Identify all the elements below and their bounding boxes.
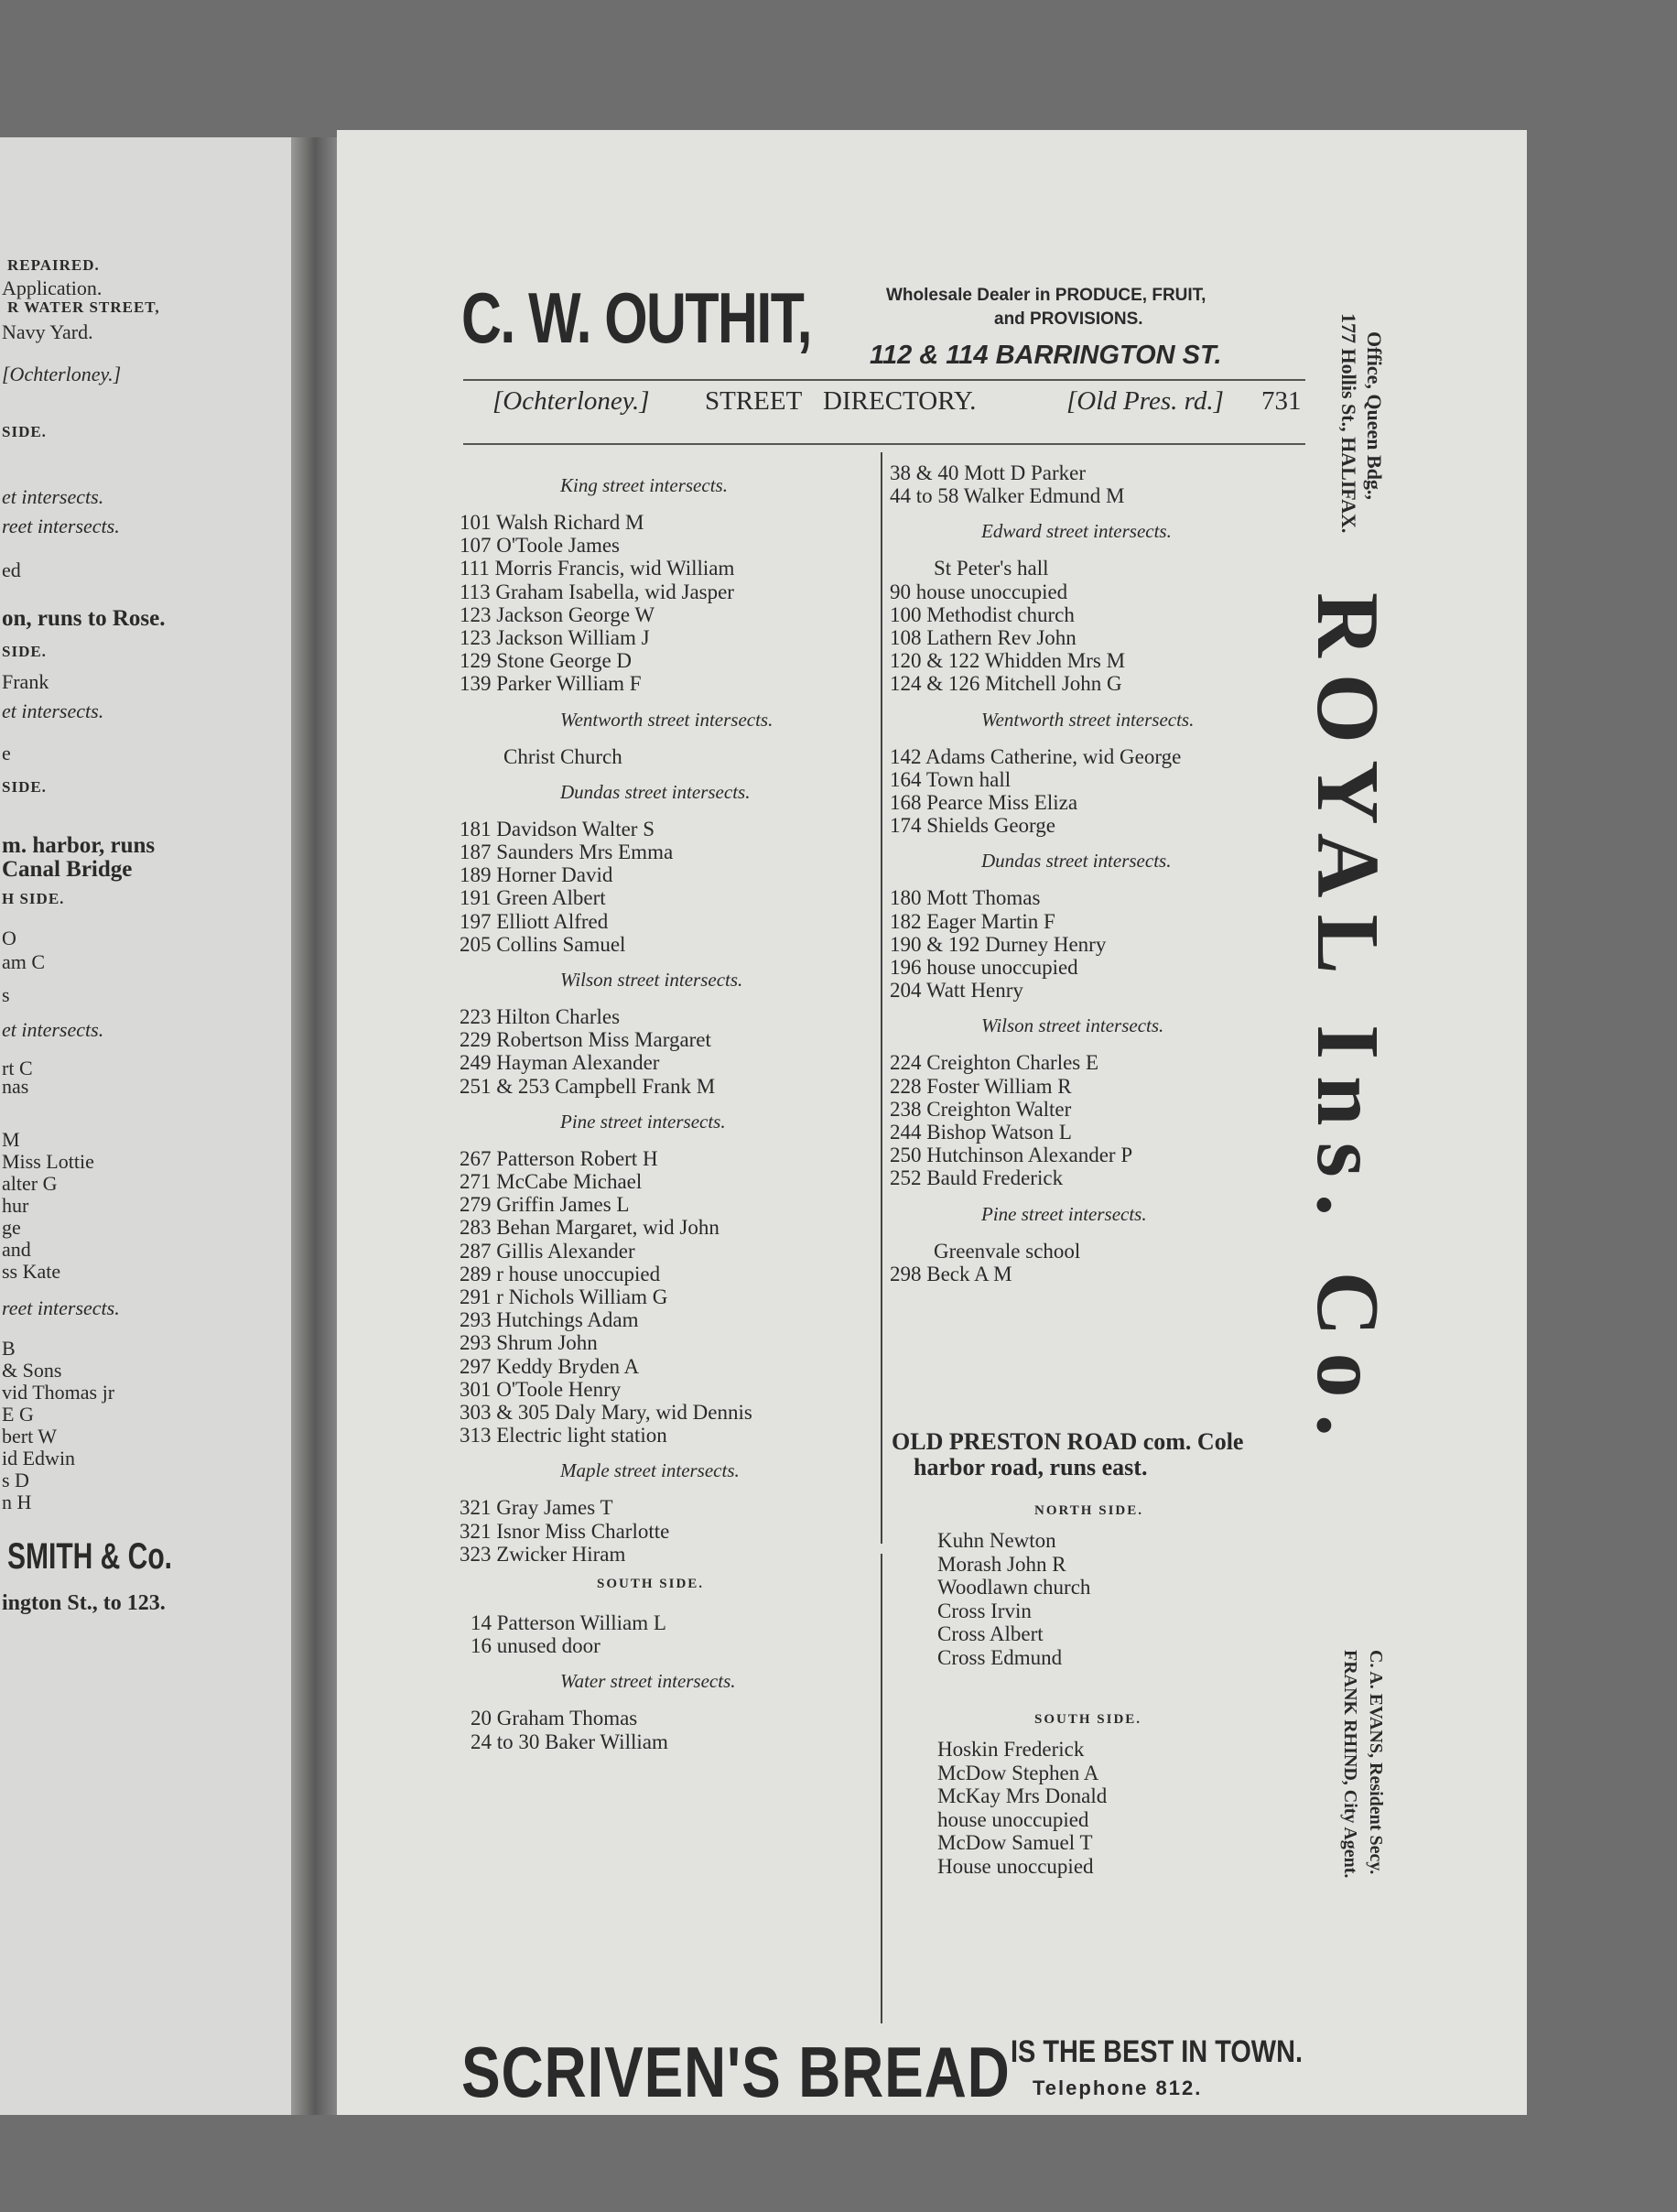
ad-royal-name: ROYAL Ins. Co. [1298, 592, 1397, 1454]
directory-entry: 249 Hayman Alexander [460, 1051, 660, 1075]
directory-entry: 124 & 126 Mitchell John G [890, 672, 1122, 696]
facing-page-fragment: Application. [2, 276, 103, 299]
directory-entry: 298 Beck A M [890, 1262, 1012, 1285]
directory-entry: 267 Patterson Robert H [460, 1146, 658, 1170]
directory-entry: 323 Zwicker Hiram [460, 1542, 626, 1566]
directory-entry: 301 O'Toole Henry [460, 1377, 622, 1401]
intersection-heading: Pine street intersects. [560, 1110, 726, 1133]
header-center: STREET DIRECTORY. [705, 386, 977, 416]
directory-entry: 287 Gillis Alexander [460, 1239, 635, 1263]
page-number: 731 [1261, 386, 1302, 416]
directory-entry: McDow Stephen A [937, 1761, 1099, 1784]
intersection-heading: Wilson street intersects. [560, 969, 743, 991]
directory-entry: 205 Collins Samuel [460, 932, 626, 956]
header-rule [463, 443, 1305, 445]
facing-page-fragment: reet intersects. [2, 1296, 120, 1319]
facing-page-fragment: Frank [2, 670, 49, 693]
directory-entry: 189 Horner David [460, 863, 613, 887]
facing-page-fragment: et intersects. [2, 485, 104, 508]
directory-entry: 38 & 40 Mott D Parker [890, 461, 1087, 484]
ad-royal-agent2: FRANK RHIND, City Agent. [1340, 1650, 1360, 1879]
directory-entry: 190 & 192 Durney Henry [890, 932, 1107, 956]
directory-entry: 196 house unoccupied [890, 956, 1078, 979]
ad-outhit-address: 112 & 114 BARRINGTON ST. [870, 341, 1222, 370]
old-preston-title2: harbor road, runs east. [914, 1454, 1148, 1480]
facing-page-fragment: id Edwin [2, 1447, 76, 1469]
header-left: [Ochterloney.] [492, 386, 650, 416]
facing-page-fragment: [Ochterloney.] [2, 363, 122, 385]
column-divider-lower [881, 1554, 882, 2023]
directory-entry: St Peter's hall [934, 557, 1049, 580]
facing-page-fragment: Navy Yard. [2, 320, 93, 343]
facing-page-fragment: hur [2, 1194, 29, 1217]
directory-entry: 187 Saunders Mrs Emma [460, 840, 674, 863]
directory-entry: house unoccupied [937, 1807, 1089, 1831]
facing-page-fragment: SIDE. [2, 423, 47, 440]
directory-entry: Morash John R [937, 1552, 1066, 1576]
facing-page-fragment: SIDE. [2, 778, 47, 796]
facing-page-fragment: O [2, 927, 16, 949]
directory-entry: Hoskin Frederick [937, 1738, 1085, 1761]
directory-entry: 271 McCabe Michael [460, 1170, 643, 1193]
directory-entry: 181 Davidson Walter S [460, 817, 655, 840]
north-side-label: NORTH SIDE. [1034, 1503, 1143, 1518]
south-side-label: SOUTH SIDE. [597, 1577, 705, 1591]
directory-entry: Christ Church [503, 744, 622, 768]
directory-entry: House unoccupied [937, 1854, 1094, 1878]
directory-entry: 251 & 253 Campbell Frank M [460, 1074, 716, 1098]
directory-entry: 24 to 30 Baker William [471, 1729, 668, 1753]
facing-page-fragment: alter G [2, 1172, 58, 1195]
ad-scriven-telephone: Telephone 812. [1033, 2076, 1203, 2099]
directory-entry: 293 Shrum John [460, 1331, 598, 1355]
intersection-heading: Maple street intersects. [560, 1459, 740, 1482]
facing-page-fragment: s [2, 983, 10, 1006]
facing-page-fragment: H SIDE. [2, 890, 65, 907]
directory-entry: 321 Gray James T [460, 1496, 613, 1520]
facing-page-fragment: M [2, 1128, 20, 1151]
directory-entry: 107 O'Toole James [460, 534, 621, 558]
left-column [460, 461, 862, 2018]
directory-entry: 120 & 122 Whidden Mrs M [890, 649, 1126, 673]
directory-entry: 279 Griffin James L [460, 1193, 630, 1217]
directory-entry: Cross Irvin [937, 1599, 1032, 1622]
intersection-heading: Pine street intersects. [981, 1202, 1147, 1225]
ad-royal-address: 177 Hollis St., HALIFAX. [1337, 313, 1360, 534]
facing-page-fragment: B [2, 1337, 16, 1360]
directory-entry: 108 Lathern Rev John [890, 626, 1077, 649]
directory-entry: 223 Hilton Charles [460, 1005, 621, 1028]
facing-page-fragment: ed [2, 558, 21, 581]
facing-page-fragment: Canal Bridge [2, 857, 133, 882]
facing-page-fragment: and [2, 1238, 31, 1261]
intersection-heading: Wentworth street intersects. [560, 708, 774, 731]
ad-royal-office: Office, Queen Bdg., [1363, 331, 1386, 500]
intersection-heading: Edward street intersects. [981, 520, 1172, 543]
directory-entry: 228 Foster William R [890, 1074, 1072, 1098]
facing-page-fragment: et intersects. [2, 699, 104, 722]
directory-entry: 44 to 58 Walker Edmund M [890, 484, 1125, 508]
facing-page-fragment: R WATER STREET, [7, 298, 160, 316]
directory-entry: Kuhn Newton [937, 1529, 1056, 1552]
facing-page-fragment: ge [2, 1216, 21, 1239]
directory-entry: 123 Jackson William J [460, 626, 650, 649]
directory-entry: 90 house unoccupied [890, 580, 1068, 603]
column-divider [881, 452, 882, 1544]
facing-page-fragment: s D [2, 1469, 29, 1491]
ad-outhit-name: C. W. OUTHIT, [461, 277, 811, 358]
intersection-heading: Dundas street intersects. [981, 850, 1172, 873]
facing-page-fragment: REPAIRED. [7, 256, 100, 274]
directory-entry: 111 Morris Francis, wid William [460, 557, 735, 580]
facing-page-fragment: ss Kate [2, 1260, 61, 1283]
directory-entry: 20 Graham Thomas [471, 1707, 638, 1730]
facing-page-fragment: n H [2, 1491, 32, 1513]
intersection-heading: Water street intersects. [560, 1670, 736, 1693]
directory-entry: Cross Edmund [937, 1645, 1063, 1669]
facing-page-fragment: bert W [2, 1425, 58, 1448]
directory-entry: 180 Mott Thomas [890, 886, 1041, 910]
directory-entry: 238 Creighton Walter [890, 1097, 1072, 1121]
directory-entry: Greenvale school [934, 1239, 1081, 1263]
directory-entry: 224 Creighton Charles E [890, 1051, 1099, 1075]
directory-entry: Cross Albert [937, 1622, 1044, 1645]
directory-entry: 321 Isnor Miss Charlotte [460, 1519, 670, 1543]
directory-entry: 123 Jackson George W [460, 602, 655, 626]
book-gutter [291, 137, 339, 2115]
directory-entry: McKay Mrs Donald [937, 1784, 1108, 1807]
facing-page-fragment: ington St., to 123. [2, 1591, 166, 1615]
directory-entry: Woodlawn church [937, 1576, 1091, 1599]
facing-page-fragment: Miss Lottie [2, 1150, 94, 1173]
ad-scriven-name: SCRIVEN'S BREAD [461, 2032, 1011, 2112]
facing-page-fragment: nas [2, 1075, 29, 1098]
facing-page-fragment: vid Thomas jr [2, 1381, 115, 1404]
directory-entry: 113 Graham Isabella, wid Jasper [460, 580, 734, 603]
intersection-heading: Wentworth street intersects. [981, 708, 1195, 731]
directory-entry: 252 Bauld Frederick [890, 1166, 1064, 1190]
facing-page-fragment: on, runs to Rose. [2, 606, 166, 631]
directory-entry: 204 Watt Henry [890, 979, 1023, 1003]
directory-entry: 168 Pearce Miss Eliza [890, 791, 1078, 814]
directory-entry: 100 Methodist church [890, 602, 1075, 626]
directory-entry: 229 Robertson Miss Margaret [460, 1028, 711, 1052]
intersection-heading: Dundas street intersects. [560, 780, 751, 803]
facing-page [0, 137, 302, 2115]
directory-entry: McDow Samuel T [937, 1831, 1093, 1854]
old-preston-title1: OLD PRESTON ROAD com. Cole [892, 1428, 1244, 1455]
directory-entry: 303 & 305 Daly Mary, wid Dennis [460, 1401, 752, 1424]
facing-page-fragment: SMITH & Co. [7, 1536, 172, 1577]
ad-royal-agent1: C. A. EVANS, Resident Secy. [1366, 1650, 1386, 1875]
directory-entry: 191 Green Albert [460, 886, 606, 910]
facing-page-fragment: rt C [2, 1057, 33, 1079]
directory-entry: 164 Town hall [890, 767, 1012, 791]
directory-page [337, 130, 1527, 2115]
directory-entry: 250 Hutchinson Alexander P [890, 1144, 1133, 1167]
header-right: [Old Pres. rd.] [1066, 386, 1224, 416]
directory-entry: 283 Behan Margaret, wid John [460, 1216, 719, 1240]
directory-entry: 14 Patterson William L [471, 1611, 666, 1634]
directory-entry: 182 Eager Martin F [890, 909, 1055, 933]
ad-outhit-line1: Wholesale Dealer in PRODUCE, FRUIT, [886, 286, 1206, 305]
facing-page-fragment: E G [2, 1403, 34, 1426]
ad-rule [463, 379, 1305, 381]
facing-page-fragment: reet intersects. [2, 515, 120, 537]
directory-entry: 16 unused door [471, 1634, 600, 1658]
directory-entry: 291 r Nichols William G [460, 1285, 668, 1308]
directory-entry: 174 Shields George [890, 814, 1056, 838]
intersection-heading: Wilson street intersects. [981, 1014, 1164, 1037]
right-column [890, 461, 1302, 1560]
directory-entry: 297 Keddy Bryden A [460, 1354, 640, 1378]
ad-scriven-slogan: IS THE BEST IN TOWN. [1011, 2034, 1303, 2069]
directory-entry: 289 r house unoccupied [460, 1262, 661, 1285]
directory-entry: 129 Stone George D [460, 649, 633, 673]
intersection-heading: King street intersects. [560, 474, 728, 496]
directory-entry: 244 Bishop Watson L [890, 1121, 1072, 1144]
south-side-label-preston: SOUTH SIDE. [1034, 1712, 1142, 1727]
directory-entry: 313 Electric light station [460, 1424, 667, 1448]
facing-page-fragment: & Sons [2, 1359, 62, 1382]
ad-outhit-line2: and PROVISIONS. [994, 309, 1143, 329]
facing-page-fragment: SIDE. [2, 643, 47, 660]
facing-page-fragment: am C [2, 950, 46, 973]
directory-entry: 142 Adams Catherine, wid George [890, 744, 1182, 768]
directory-entry: 197 Elliott Alfred [460, 909, 609, 933]
facing-page-fragment: e [2, 742, 11, 764]
facing-page-fragment: et intersects. [2, 1018, 104, 1041]
directory-entry: 101 Walsh Richard M [460, 511, 644, 534]
directory-entry: 293 Hutchings Adam [460, 1308, 639, 1332]
facing-page-fragment: m. harbor, runs [2, 833, 156, 858]
directory-entry: 139 Parker William F [460, 672, 642, 696]
